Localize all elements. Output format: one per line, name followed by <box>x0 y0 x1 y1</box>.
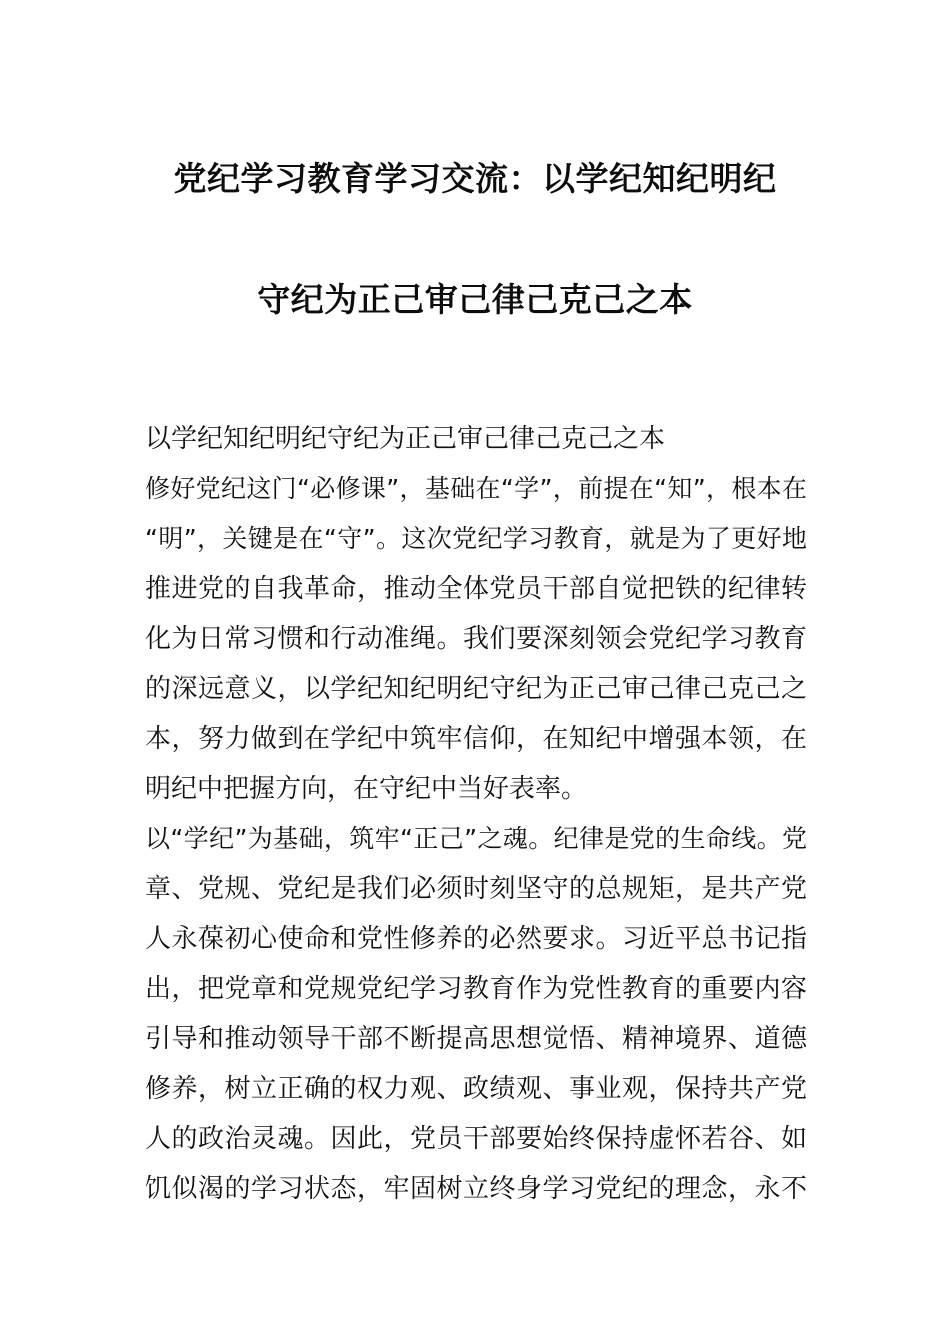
body-line: 出，把党章和党规党纪学习教育作为党性教育的重要内容 <box>145 974 807 1004</box>
body-line: 明纪中把握方向，在守纪中当好表率。 <box>145 774 588 804</box>
body-line: 修好党纪这门“必修课”，基础在“学”，前提在“知”，根本在 <box>145 474 807 503</box>
body-line: 引导和推动领导干部不断提高思想觉悟、精神境界、道德 <box>145 1024 807 1054</box>
body-line: 修养，树立正确的权力观、政绩观、事业观，保持共产党 <box>145 1074 807 1104</box>
body-subtitle: 以学纪知纪明纪守纪为正己审己律己克己之本 <box>145 424 666 454</box>
body-line: 推进党的自我革命，推动全体党员干部自觉把铁的纪律转 <box>145 574 807 604</box>
body-line: 章、党规、党纪是我们必须时刻坚守的总规矩，是共产党 <box>145 874 807 904</box>
body-line: 人的政治灵魂。因此，党员干部要始终保持虚怀若谷、如 <box>145 1124 807 1154</box>
body-line: 化为日常习惯和行动准绳。我们要深刻领会党纪学习教育 <box>145 624 807 654</box>
document-title-line-2: 守纪为正己审己律己克己之本 <box>257 280 693 319</box>
document-title-line-1: 党纪学习教育学习交流：以学纪知纪明纪 <box>173 159 777 198</box>
body-line: “明”，关键是在“守”。这次党纪学习教育，就是为了更好地 <box>145 524 807 553</box>
body-line: 的深远意义，以学纪知纪明纪守纪为正己审己律己克己之 <box>145 674 807 704</box>
body-line: 人永葆初心使命和党性修养的必然要求。习近平总书记指 <box>145 924 807 954</box>
body-line: 本，努力做到在学纪中筑牢信仰，在知纪中增强本领，在 <box>145 724 807 754</box>
body-line: 饥似渴的学习状态，牢固树立终身学习党纪的理念，永不 <box>145 1174 807 1204</box>
body-line: 以“学纪”为基础，筑牢“正己”之魂。纪律是党的生命线。党 <box>145 824 807 853</box>
